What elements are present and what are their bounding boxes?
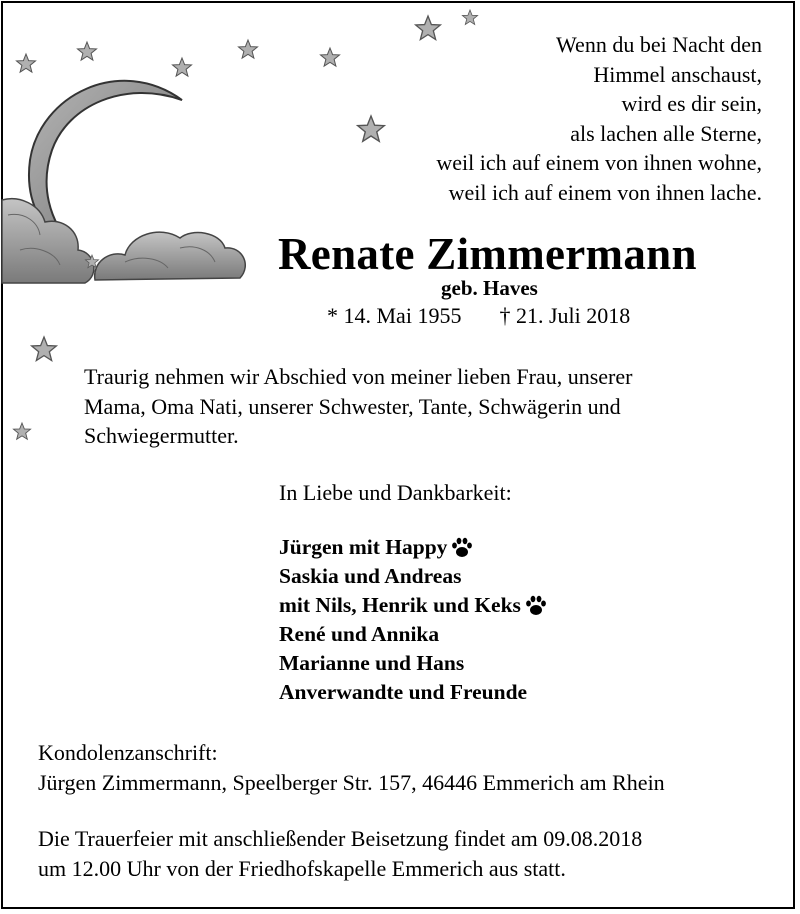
mourner-name: Jürgen mit Happy: [279, 535, 448, 559]
mourner-entry: [279, 533, 548, 562]
poem-line: als lachen alle Sterne,: [570, 120, 762, 146]
poem-line: Himmel anschaust,: [593, 61, 762, 87]
farewell-line: Mama, Oma Nati, unserer Schwester, Tante, Schwägerin und: [84, 393, 621, 419]
star-icon: [17, 54, 36, 72]
funeral-service-notice: [38, 824, 642, 884]
poem-line: Wenn du bei Nacht den: [556, 32, 762, 57]
condolence-label: Kondolenzanschrift:: [38, 740, 218, 765]
mourners-list: [279, 533, 548, 707]
service-line: um 12.00 Uhr von der Friedhofskapelle Emmerich aus statt.: [38, 856, 566, 881]
death-date: † 21. Juli 2018: [499, 303, 631, 328]
mourner-name: René und Annika: [279, 622, 440, 646]
deceased-name: Renate Zimmermann: [278, 229, 697, 279]
star-icon: [13, 423, 30, 439]
farewell-text: [84, 362, 632, 451]
star-icon: [78, 42, 97, 60]
star-icon: [173, 58, 192, 76]
star-icon: [32, 337, 57, 361]
mourner-name: mit Nils, Henrik und Keks: [279, 593, 521, 617]
birth-date: * 14. Mai 1955: [327, 303, 462, 328]
mourner-entry: [279, 562, 548, 591]
mourner-name: Marianne und Hans: [279, 651, 465, 675]
condolence-address: Jürgen Zimmermann, Speelberger Str. 157, 46446 Emmerich am Rhein: [38, 770, 665, 795]
poem-verse: [436, 30, 762, 207]
mourner-name: Anverwandte und Freunde: [279, 680, 528, 704]
condolence-address-block: [38, 738, 665, 798]
poem-line: weil ich auf einem von ihnen lache.: [448, 179, 762, 205]
farewell-line: Traurig nehmen wir Abschied von meiner lieben Frau, unserer: [84, 364, 633, 389]
star-icon: [321, 48, 340, 66]
paw-print-icon: [524, 594, 548, 618]
mourner-name: Saskia und Andreas: [279, 564, 462, 588]
mourner-entry: [279, 591, 548, 620]
star-icon: [358, 116, 385, 141]
star-icon: [239, 40, 258, 58]
mourner-entry: [279, 649, 548, 678]
service-line: Die Trauerfeier mit anschließender Beisetzung findet am 09.08.2018: [38, 826, 643, 851]
cloud-right-icon: [95, 232, 246, 280]
poem-line: wird es dir sein,: [621, 91, 762, 116]
farewell-line: Schwiegermutter.: [84, 423, 239, 448]
paw-print-icon: [450, 536, 474, 560]
star-icon: [462, 10, 477, 24]
maiden-name: geb. Haves: [441, 276, 538, 300]
poem-line: weil ich auf einem von ihnen wohne,: [436, 150, 762, 175]
life-dates: [327, 302, 630, 330]
gratitude-line: In Liebe und Dankbarkeit:: [279, 480, 512, 505]
mourner-entry: [279, 678, 548, 707]
mourner-entry: [279, 620, 548, 649]
